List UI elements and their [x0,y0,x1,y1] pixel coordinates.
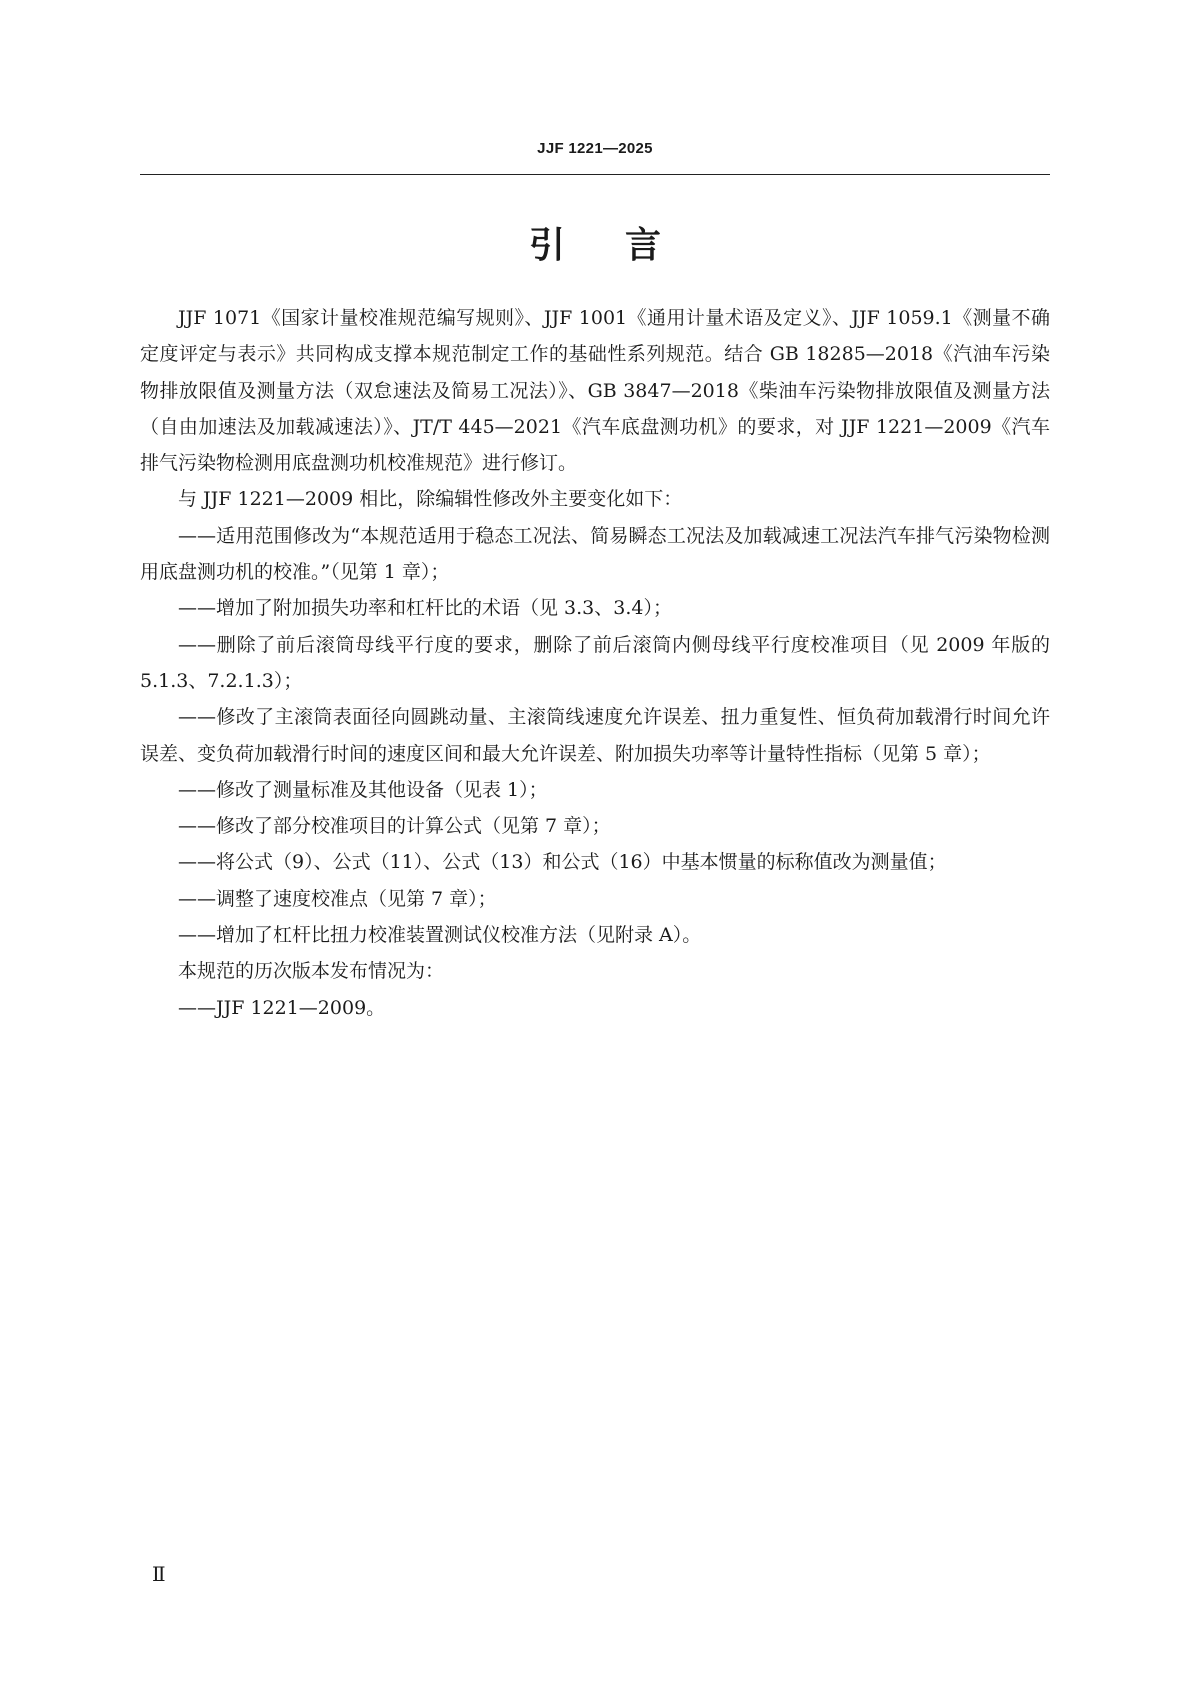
paragraph-history-lead: 本规范的历次版本发布情况为： [178,960,445,983]
change-item: ——将公式（9）、公式（11）、公式（13）和公式（16）中基本惯量的标称值改为测量值； [178,851,947,874]
change-item: ——增加了杠杆比扭力校准装置测试仪校准方法（见附录 A）。 [178,924,702,947]
change-item: ——修改了部分校准项目的计算公式（见第 7 章）； [178,815,611,838]
change-item: ——修改了测量标准及其他设备（见表 1）； [178,778,548,801]
change-item: ——调整了速度校准点（见第 7 章）； [178,887,497,910]
paragraph-changes-lead: 与 JJF 1221—2009 相比，除编辑性修改外主要变化如下： [178,488,683,511]
history-item: ——JJF 1221—2009。 [178,996,386,1019]
change-item: ——删除了前后滚筒母线平行度的要求，删除了前后滚筒内侧母线平行度校准项目（见 2009 年版的 5.1.3、7.2.1.3）； [140,633,1050,692]
change-item: ——适用范围修改为“本规范适用于稳态工况法、简易瞬态工况法及加载减速工况法汽车排气污染物检测用底盘测功机的校准。”（见第 1 章）； [140,524,1050,584]
change-item: ——增加了附加损失功率和杠杆比的术语（见 3.3、3.4）； [178,597,672,620]
paragraph-intro: JJF 1071《国家计量校准规范编写规则》、JJF 1001《通用计量术语及定义》、JJF 1059.1《测量不确定度评定与表示》共同构成支撑本规范制定工作的基础性系列规范。结合 GB 18285—2018《汽油车污染物排放限值及测量方法（双怠速法及简易工况法）》、GB 3847—2018《柴油车污染物排放限值及测量方法（自由加速法及加载减速法）》、JT/T 445—2021《汽车底盘测功机》的要求，对 JJF 1221—2009《汽车排气污染物检测用底盘测功机校准规范》进行修订。 [140,307,1050,475]
header-divider [140,174,1050,175]
body-text [140,300,1050,1026]
change-item: ——修改了主滚筒表面径向圆跳动量、主滚筒线速度允许误差、扭力重复性、恒负荷加载滑行时间允许误差、变负荷加载滑行时间的速度区间和最大允许误差、附加损失功率等计量特性指标（见第 5 章）； [140,706,1050,765]
page-number: Ⅱ [152,1562,166,1586]
page-title: 引言 [528,225,721,266]
page-header: JJF 1221—2025 [537,140,653,157]
